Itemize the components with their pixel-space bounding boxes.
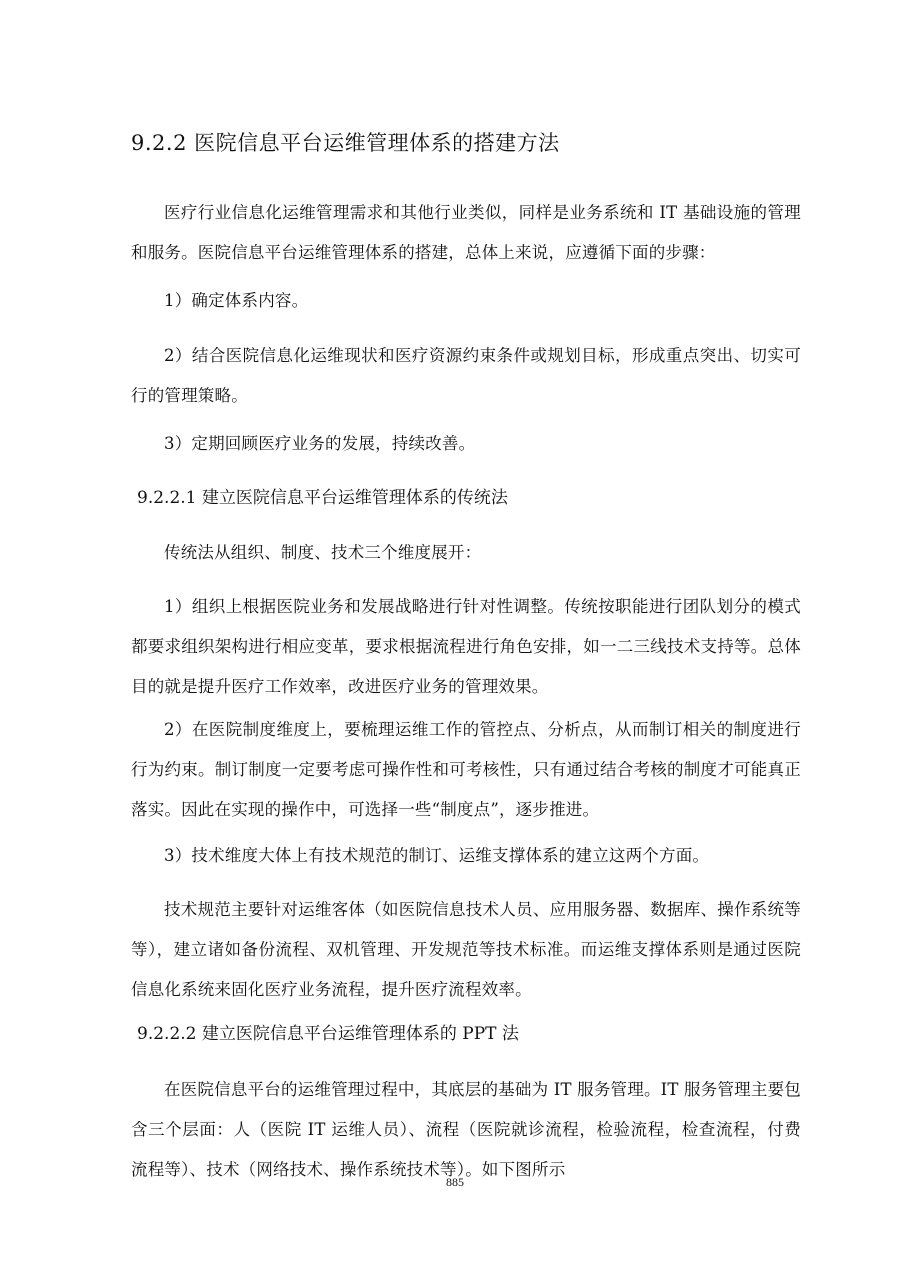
subsection-heading-ppt: 9.2.2.2 建立医院信息平台运维管理体系的 PPT 法 <box>137 1024 519 1044</box>
traditional-lead-paragraph: 传统法从组织、制度、技术三个维度展开： <box>164 543 482 562</box>
page-number: 885 <box>446 1175 464 1189</box>
traditional-item-technology: 3）技术维度大体上有技术规范的制订、运维支撑体系的建立这两个方面。 <box>164 846 710 865</box>
section-heading: 9.2.2 医院信息平台运维管理体系的搭建方法 <box>131 131 560 155</box>
traditional-item-institution: 2）在医院制度维度上，要梳理运维工作的管控点、分析点，从而制订相关的制度进行行为约束。制订制度一定要考虑可操作性和可考核性，只有通过结合考核的制度才可能真正落实。因此在实现的操作中，可选择一些“制度点”，逐步推进。 <box>131 720 801 819</box>
subsection-heading-traditional: 9.2.2.1 建立医院信息平台运维管理体系的传统法 <box>137 488 508 508</box>
step-item-2: 2）结合医院信息化运维现状和医疗资源约束条件或规划目标，形成重点突出、切实可行的管理策略。 <box>131 346 801 405</box>
step-item-3: 3）定期回顾医疗业务的发展，持续改善。 <box>164 434 476 453</box>
technical-spec-paragraph: 技术规范主要针对运维客体（如医院信息技术人员、应用服务器、数据库、操作系统等等），建立诸如备份流程、双机管理、开发规范等技术标准。而运维支撑体系则是通过医院信息化系统来固化医疗业务流程，提升医疗流程效率。 <box>131 900 801 999</box>
traditional-item-organization: 1）组织上根据医院业务和发展战略进行针对性调整。传统按职能进行团队划分的模式都要求组织架构进行相应变革，要求根据流程进行角色安排，如一二三线技术支持等。总体目的就是提升医疗工作效率，改进医疗业务的管理效果。 <box>131 597 801 696</box>
step-item-1: 1）确定体系内容。 <box>164 291 309 310</box>
intro-paragraph: 医疗行业信息化运维管理需求和其他行业类似，同样是业务系统和 IT 基础设施的管理和服务。医院信息平台运维管理体系的搭建，总体上来说，应遵循下面的步骤： <box>131 203 801 262</box>
ppt-paragraph: 在医院信息平台的运维管理过程中，其底层的基础为 IT 服务管理。IT 服务管理主要包含三个层面：人（医院 IT 运维人员）、流程（医院就诊流程，检验流程，检查流程，付费流程等）、技术（网络技术、操作系统技术等）。如下图所示 <box>131 1080 801 1179</box>
